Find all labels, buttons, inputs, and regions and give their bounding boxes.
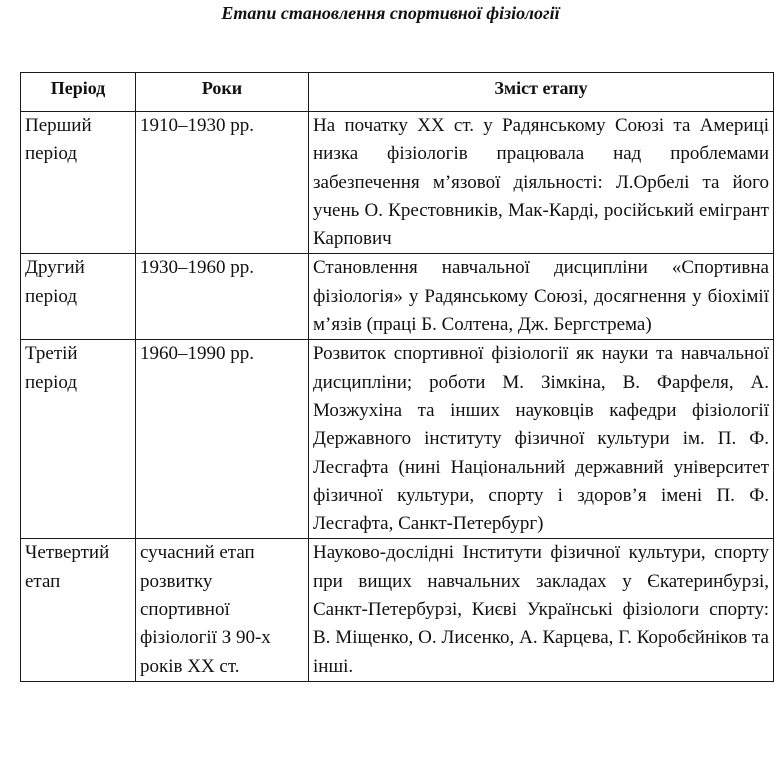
header-years: Роки bbox=[136, 73, 309, 112]
table-header-row bbox=[21, 73, 774, 112]
years-cell: 1960–1990 рр. bbox=[136, 340, 309, 539]
content-cell: Науково-дослідні Інститути фізичної культури, спорту при вищих навчальних закладах у Єкатеринбурзі, Санкт-Петербурзі, Києві Українські фізіологи спорту: В. Міщенко, О. Лисенко, А. Карцева, Г. Коробєйніков та інші. bbox=[309, 539, 774, 681]
years-cell: 1930–1960 рр. bbox=[136, 254, 309, 340]
table-row bbox=[21, 539, 774, 681]
header-content: Зміст етапу bbox=[309, 73, 774, 112]
period-cell: Третій період bbox=[21, 340, 136, 539]
years-cell: 1910–1930 рр. bbox=[136, 112, 309, 254]
content-cell: Становлення навчальної дисципліни «Спортивна фізіологія» у Радянському Союзі, досягнення у біохімії м’язів (праці Б. Солтена, Дж. Бергстрема) bbox=[309, 254, 774, 340]
period-cell: Другий період bbox=[21, 254, 136, 340]
table-row bbox=[21, 340, 774, 539]
table-row bbox=[21, 254, 774, 340]
years-cell: сучасний етап розвитку спортивної фізіології З 90-х років ХХ ст. bbox=[136, 539, 309, 681]
period-cell: Четвертий етап bbox=[21, 539, 136, 681]
table-row bbox=[21, 112, 774, 254]
period-cell: Перший період bbox=[21, 112, 136, 254]
header-period: Період bbox=[21, 73, 136, 112]
stages-table bbox=[20, 72, 774, 682]
content-cell: На початку ХХ ст. у Радянському Союзі та Америці низка фізіологів працювала над проблемами забезпечення м’язової діяльності: Л.Орбелі та його учень О. Крестовників, Мак-Карді, російський емігрант Карпович bbox=[309, 112, 774, 254]
document-title: Етапи становлення спортивної фізіології bbox=[221, 3, 560, 23]
content-cell: Розвиток спортивної фізіології як науки та навчальної дисципліни; роботи М. Зімкіна, В. Фарфеля, А. Мозжухіна та інших науковців кафедри фізіології Державного інституту фізичної культури ім. П. Ф. Лесгафта (нині Національний державний університет фізичної культури, спорту і здоров’я імені П. Ф. Лесгафта, Санкт-Петербург) bbox=[309, 340, 774, 539]
